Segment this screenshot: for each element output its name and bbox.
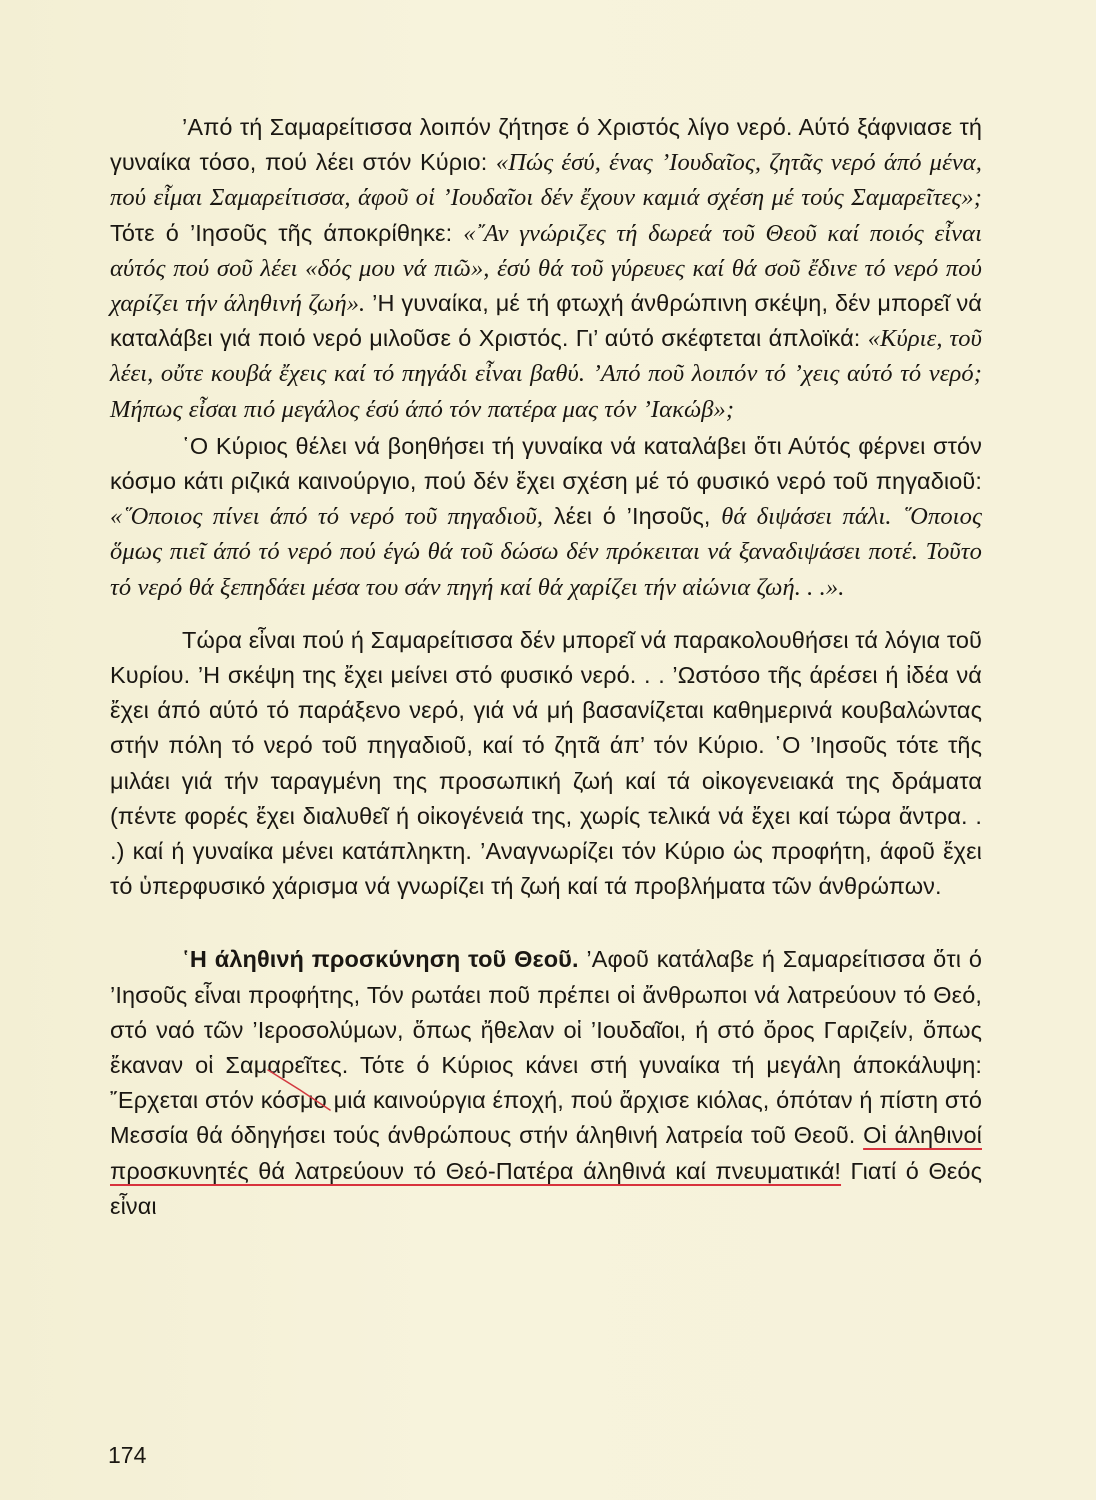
paragraph-2 [110, 429, 982, 605]
paragraph-4 [110, 942, 982, 1224]
paragraph-2-text-a: ῾Ο Κύριος θέλει νά βοηθήσει τή γυναίκα νά καταλάβει ὅτι Αύτός φέρνει στόν κόσμο κάτι ριζικά καινούργιο, πού δέν ἔχει σχέση μέ τό φυσικό νερό τοῦ πηγαδιοῦ: [110, 432, 982, 495]
paragraph-1-quote-b: «῎Αν γνώριζες τή δωρεά τοῦ Θεοῦ καί ποιός εἶναι αύτός πού σοῦ λέει «δός μου νά πιῶ», έσύ θά τοῦ γύρευες καί θά σοῦ ἔδινε τό νερό πού χαρίζει τήν άληθινή ζωή». [110, 219, 982, 318]
paragraph-2-quote-a: «῞Οποιος πίνει άπό τό νερό τοῦ πηγαδιοῦ, [110, 503, 544, 531]
paragraph-4-text-a: ’Αφοῦ κατάλαβε ή Σαμαρείτισσα ὅτι ό ’Ιησοῦς εἶναι προφήτης, Τόν ρωτάει ποῦ πρέπει οἱ ἄνθρωποι νά λατρεύουν τό Θεό, στό ναό τῶν ’Ιεροσολύμων, ὅπως ἤθελαν οἱ ’Ιουδαῖοι, ή στό ὄρος Γαριζείν, ὅπως ἔκαναν οἱ Σαμαρεῖτες. Τότε ό Κύριος κάνει στή γυναίκα τή μεγάλη άποκάλυψη: ῎Ερχεται στόν κόσμο μιά καινούργια έποχή, πού ἄρχισε κιόλας, όπόταν ή πίστη στό Μεσσία θά όδηγήσει τούς άνθρώπους στήν άληθινή λατρεία τοῦ Θεοῦ. [110, 946, 982, 1149]
underlined-sentence: Οἱ άληθινοί προσκυνητές θά λατρεύουν τό Θεό-Πατέρα άληθινά καί πνευματικά! [110, 1122, 982, 1184]
paragraph-1-quote-a: «Πώς έσύ, ένας ’Ιουδαῖος, ζητᾶς νερό άπό μένα, πού εἶμαι Σαμαρείτισσα, άφοῦ οἱ ’Ιουδαῖοι δέν ἔχουν καμιά σχέση μέ τούς Σαμαρεῖτες»; [110, 149, 982, 212]
paragraph-1-quote-c: «Κύριε, τοῦ λέει, οὔτε κουβά ἔχεις καί τό πηγάδι εἶναι βαθύ. ’Από ποῦ λοιπόν τό ’χεις αύτό τό νερό; Μήπως εἶσαι πιό μεγάλος έσύ άπό τόν πατέρα μας τόν ’Ιακώβ»; [110, 325, 982, 423]
paragraph-2-text-b: λέει ό ’Ιησοῦς, [543, 503, 722, 530]
paragraph-1-text-a: ’Από τή Σαμαρείτισσα λοιπόν ζήτησε ό Χριστός λίγο νερό. Αύτό ξάφνιασε τή γυναίκα τόσο, πού λέει στόν Κύριο: [110, 114, 982, 176]
paragraph-1 [110, 110, 982, 427]
paragraph-1-text-c: ’Η γυναίκα, μέ τή φτωχή άνθρώπινη σκέψη, δέν μπορεῖ νά καταλάβει γιά ποιό νερό μιλοῦσε ό Χριστός. Γι’ αύτό σκέφτεται άπλοϊκά: [110, 290, 982, 352]
paragraph-1-text-b: Τότε ό ’Ιησοῦς τῆς άποκρίθηκε: [110, 219, 464, 246]
paragraph-2-quote-b: θά διψάσει πάλι. ῞Οποιος ὅμως πιεῖ άπό τό νερό πού έγώ θά τοῦ δώσω δέν πρόκειται νά ξαναδιψάσει ποτέ. Τοῦτο τό νερό θά ξεπηδάει μέσα του σάν πηγή καί θά χαρίζει τήν αἰώνια ζωή. . .». [110, 503, 982, 601]
page-number: 174 [108, 1442, 147, 1468]
page-body [110, 110, 982, 1224]
paragraph-3: Τώρα εἶναι πού ή Σαμαρείτισσα δέν μπορεῖ νά παρακολουθήσει τά λόγια τοῦ Κυρίου. ’Η σκέψη της ἔχει μείνει στό φυσικό νερό. . . ’Ωστόσο τῆς άρέσει ή ἰδέα νά ἔχει άπό αύτό τό παράξενο νερό, γιά νά μή βασανίζεται καθημερινά κουβαλώντας στήν πόλη τό νερό τοῦ πηγαδιοῦ, καί τό ζητᾶ άπ’ τόν Κύριο. ῾Ο ’Ιησοῦς τότε τῆς μιλάει γιά τήν ταραγμένη της προσωπική ζωή καί τά οἰκογενειακά της δράματα (πέντε φορές ἔχει διαλυθεῖ ή οἰκογένειά της, χωρίς τελικά νά ἔχει καί τώρα ἄντρα. . .) καί ή γυναίκα μένει κατάπληκτη. ’Αναγνωρίζει τόν Κύριο ὡς προφήτη, άφοῦ ἔχει τό ὑπερφυσικό χάρισμα νά γνωρίζει τή ζωή καί τά προβλήματα τῶν άνθρώπων. [110, 626, 982, 900]
paragraph-4-text-b: Γιατί ό Θεός εἶναι [110, 1157, 982, 1219]
section-heading: ῾Η άληθινή προσκύνηση τοῦ Θεοῦ. [182, 946, 579, 973]
